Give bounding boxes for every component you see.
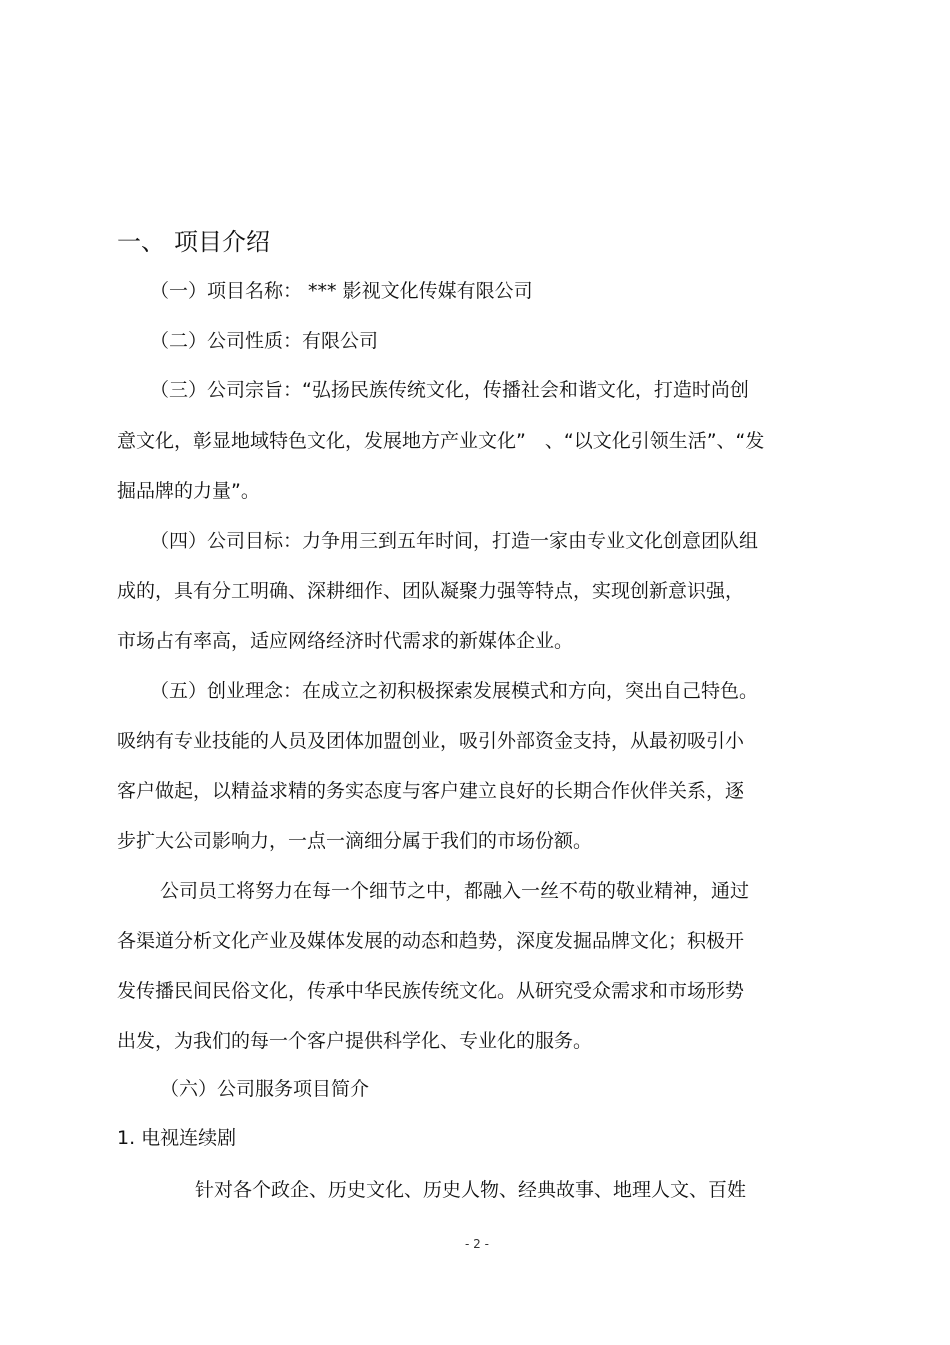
staff-paragraph-line-2: 各渠道分析文化产业及媒体发展的动态和趋势，深度发掘品牌文化；积极开 bbox=[117, 930, 745, 952]
tv-series-text-line-1: 针对各个政企、历史文化、历史人物、经典故事、地理人文、百姓 bbox=[195, 1179, 747, 1201]
business-concept-line-4: 步扩大公司影响力，一点一滴细分属于我们的市场份额。 bbox=[117, 830, 593, 852]
company-purpose-line-2: 意文化，彰显地域特色文化，发展地方产业文化” 、“以文化引领生活”、“发 bbox=[117, 430, 765, 452]
tv-series-subheading: 1. 电视连续剧 bbox=[117, 1127, 237, 1149]
business-concept-line-3: 客户做起，以精益求精的务实态度与客户建立良好的长期合作伙伴关系，逐 bbox=[117, 780, 745, 802]
company-purpose-line-1: （三）公司宗旨：“弘扬民族传统文化，传播社会和谐文化，打造时尚创 bbox=[150, 379, 749, 401]
section-heading-title: 项目介绍 bbox=[174, 228, 270, 256]
page-number: - 2 - bbox=[465, 1237, 489, 1251]
business-concept-line-2: 吸纳有专业技能的人员及团体加盟创业，吸引外部资金支持，从最初吸引小 bbox=[117, 730, 745, 752]
staff-paragraph-line-4: 出发，为我们的每一个客户提供科学化、专业化的服务。 bbox=[117, 1030, 593, 1052]
business-concept-line-1: （五）创业理念：在成立之初积极探索发展模式和方向，突出自己特色。 bbox=[150, 680, 759, 702]
staff-paragraph-line-3: 发传播民间民俗文化，传承中华民族传统文化。从研究受众需求和市场形势 bbox=[117, 980, 745, 1002]
staff-paragraph-line-1: 公司员工将努力在每一个细节之中，都融入一丝不苟的敬业精神，通过 bbox=[160, 880, 750, 902]
company-nature-line: （二）公司性质：有限公司 bbox=[150, 330, 379, 352]
project-name-line: （一）项目名称： *** 影视文化传媒有限公司 bbox=[150, 280, 533, 302]
section-heading-number: 一、 bbox=[117, 228, 165, 256]
company-goal-line-1: （四）公司目标：力争用三到五年时间，打造一家由专业文化创意团队组 bbox=[150, 530, 759, 552]
company-goal-line-2: 成的，具有分工明确、深耕细作、团队凝聚力强等特点，实现创新意识强， bbox=[117, 580, 745, 602]
company-purpose-line-3: 掘品牌的力量”。 bbox=[117, 480, 260, 502]
service-items-heading: （六）公司服务项目简介 bbox=[160, 1078, 370, 1100]
company-goal-line-3: 市场占有率高，适应网络经济时代需求的新媒体企业。 bbox=[117, 630, 574, 652]
